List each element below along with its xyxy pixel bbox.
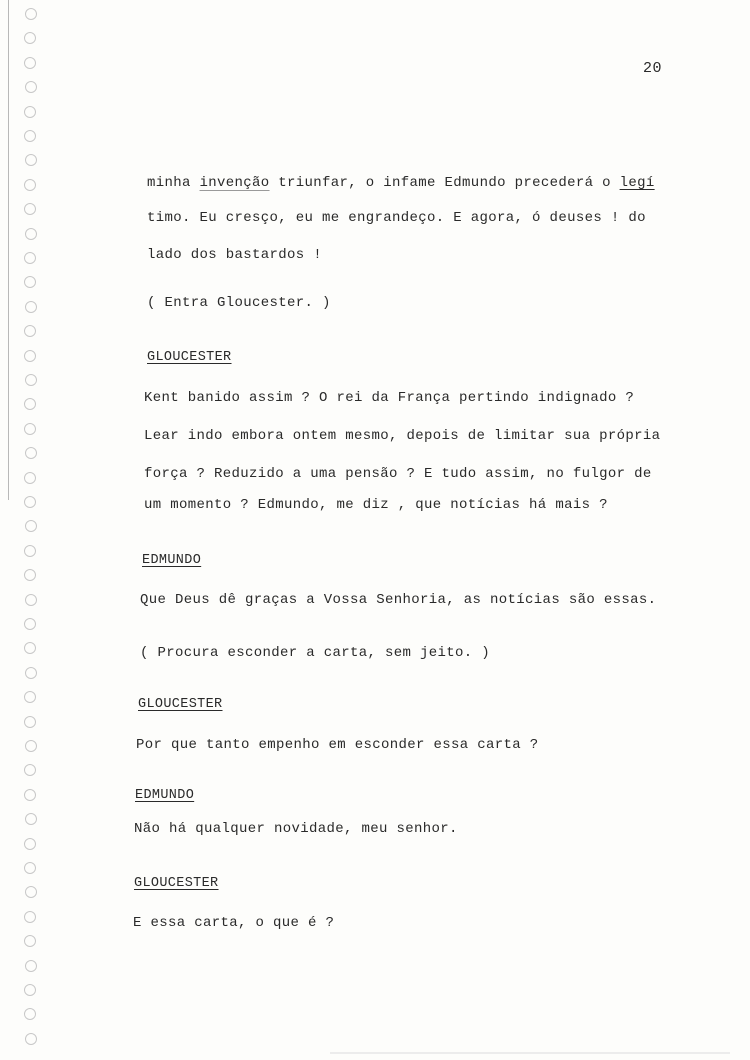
perforation-hole: [24, 398, 36, 410]
perforation-hole: [24, 106, 36, 118]
perforation-hole: [25, 520, 37, 532]
perforation-hole: [25, 813, 37, 825]
perforation-hole: [25, 81, 37, 93]
page-number: 20: [643, 60, 663, 77]
perforation-hole: [24, 569, 36, 581]
perforation-hole: [24, 716, 36, 728]
perforation-hole: [24, 642, 36, 654]
perforation-hole: [24, 545, 36, 557]
perforation-hole: [24, 764, 36, 776]
text-line: ( Entra Gloucester. ): [147, 295, 331, 311]
perforation-hole: [25, 154, 37, 166]
speaker-name: GLOUCESTER: [134, 876, 219, 891]
text-line: ( Procura esconder a carta, sem jeito. ): [140, 645, 491, 661]
text-line: Kent banido assim ? O rei da França pertindo indignado ?: [144, 390, 635, 406]
perforation-hole: [24, 789, 36, 801]
perforation-hole: [24, 325, 36, 337]
perforation-hole: [24, 691, 36, 703]
perforation-hole: [24, 862, 36, 874]
perforation-hole: [24, 911, 36, 923]
perforation-hole: [24, 252, 36, 264]
perforation-hole: [25, 447, 37, 459]
text-segment: triunfar, o infame Edmundo precederá o: [269, 175, 620, 191]
perforation-hole: [24, 350, 36, 362]
perforation-hole: [24, 1008, 36, 1020]
perforation-hole: [25, 886, 37, 898]
perforation-hole: [24, 203, 36, 215]
perforation-hole: [24, 32, 36, 44]
text-segment: legí: [619, 175, 655, 191]
perforation-hole: [25, 228, 37, 240]
text-line: E essa carta, o que é ?: [133, 915, 335, 931]
perforation-hole: [25, 960, 37, 972]
perforation-hole: [24, 472, 36, 484]
perforation-hole: [25, 8, 37, 20]
text-segment: invenção: [199, 175, 270, 191]
perforation-hole: [24, 57, 36, 69]
perforation-hole: [25, 594, 37, 606]
speaker-name: GLOUCESTER: [147, 350, 232, 365]
perforation-hole: [24, 496, 36, 508]
speaker-name: EDMUNDO: [135, 788, 195, 803]
perforation-hole: [24, 618, 36, 630]
bottom-edge-smudge: [330, 1052, 730, 1054]
text-segment: minha: [147, 175, 200, 191]
text-line: Não há qualquer novidade, meu senhor.: [134, 821, 458, 837]
perforation-hole: [25, 667, 37, 679]
perforation-hole: [24, 984, 36, 996]
text-line: Por que tanto empenho em esconder essa carta ?: [136, 737, 539, 753]
perforation-strip: [0, 0, 46, 1060]
perforation-hole: [25, 1033, 37, 1045]
text-line: força ? Reduzido a uma pensão ? E tudo assim, no fulgor de: [144, 466, 652, 482]
perforation-hole: [25, 301, 37, 313]
text-line: Que Deus dê graças a Vossa Senhoria, as notícias são essas.: [140, 592, 657, 608]
perforation-hole: [24, 276, 36, 288]
speaker-name: EDMUNDO: [142, 553, 202, 568]
perforation-hole: [24, 130, 36, 142]
perforation-hole: [24, 838, 36, 850]
perforation-hole: [25, 374, 37, 386]
text-line: [147, 175, 655, 191]
perforation-hole: [24, 935, 36, 947]
speaker-name: GLOUCESTER: [138, 697, 223, 712]
perforation-hole: [24, 179, 36, 191]
paper-edge-line: [8, 0, 9, 500]
text-line: um momento ? Edmundo, me diz , que notícias há mais ?: [144, 497, 608, 513]
text-line: lado dos bastardos !: [147, 247, 323, 263]
text-line: Lear indo embora ontem mesmo, depois de limitar sua própria: [144, 428, 661, 444]
perforation-hole: [25, 740, 37, 752]
text-line: timo. Eu cresço, eu me engrandeço. E agora, ó deuses ! do: [147, 210, 646, 226]
perforation-hole: [24, 423, 36, 435]
